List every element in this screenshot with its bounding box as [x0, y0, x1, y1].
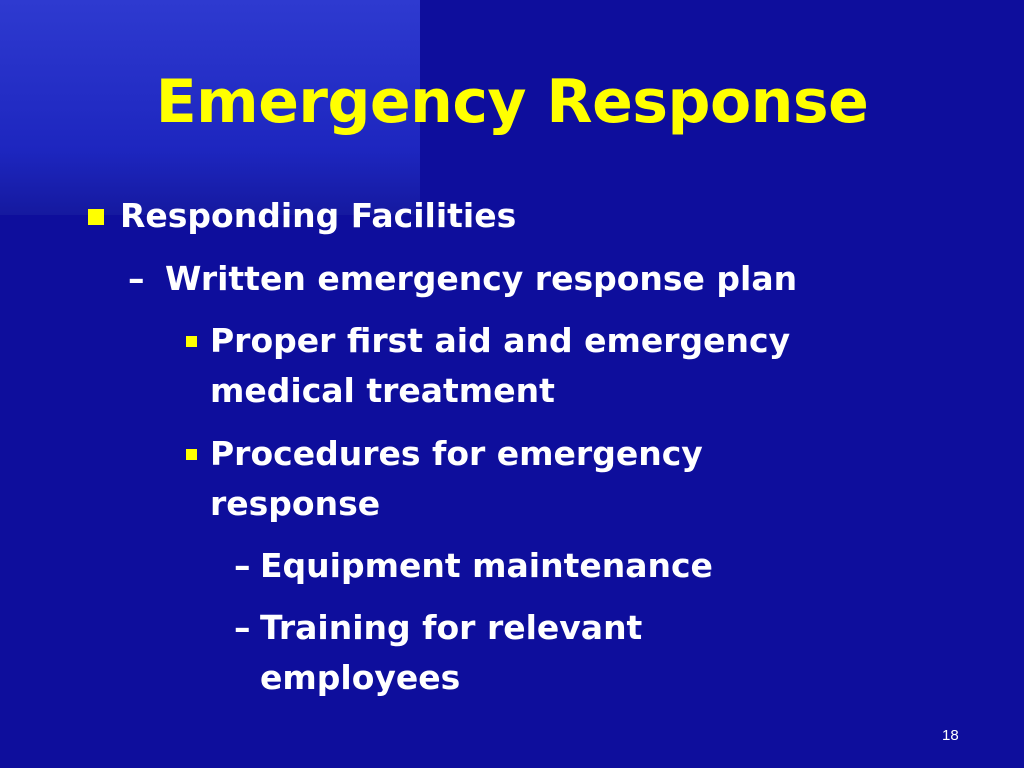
slide-title: Emergency Response	[155, 67, 869, 137]
bullet-level3-item1-line2: medical treatment	[210, 371, 555, 410]
small-square-bullet-icon	[186, 449, 197, 460]
dash-bullet-icon: –	[128, 259, 145, 298]
page-number: 18	[942, 727, 959, 744]
bullet-level3-item1-line1: Proper first aid and emergency	[210, 321, 791, 360]
small-square-bullet-icon	[186, 336, 197, 347]
bullet-level2-text: Written emergency response plan	[165, 259, 798, 298]
bullet-level1-text: Responding Facilities	[120, 196, 517, 235]
bullet-level3-item2-line2: response	[210, 484, 381, 523]
square-bullet-icon	[88, 209, 104, 225]
bullet-level4-item2-line2: employees	[260, 658, 461, 697]
bullet-level4-item2-line1: Training for relevant	[260, 608, 643, 647]
bullet-level3-item2-line1: Procedures for emergency	[210, 434, 703, 473]
dash-bullet-icon: –	[234, 608, 251, 647]
dash-bullet-icon: –	[234, 546, 251, 585]
bullet-level4-item1-line1: Equipment maintenance	[260, 546, 713, 585]
